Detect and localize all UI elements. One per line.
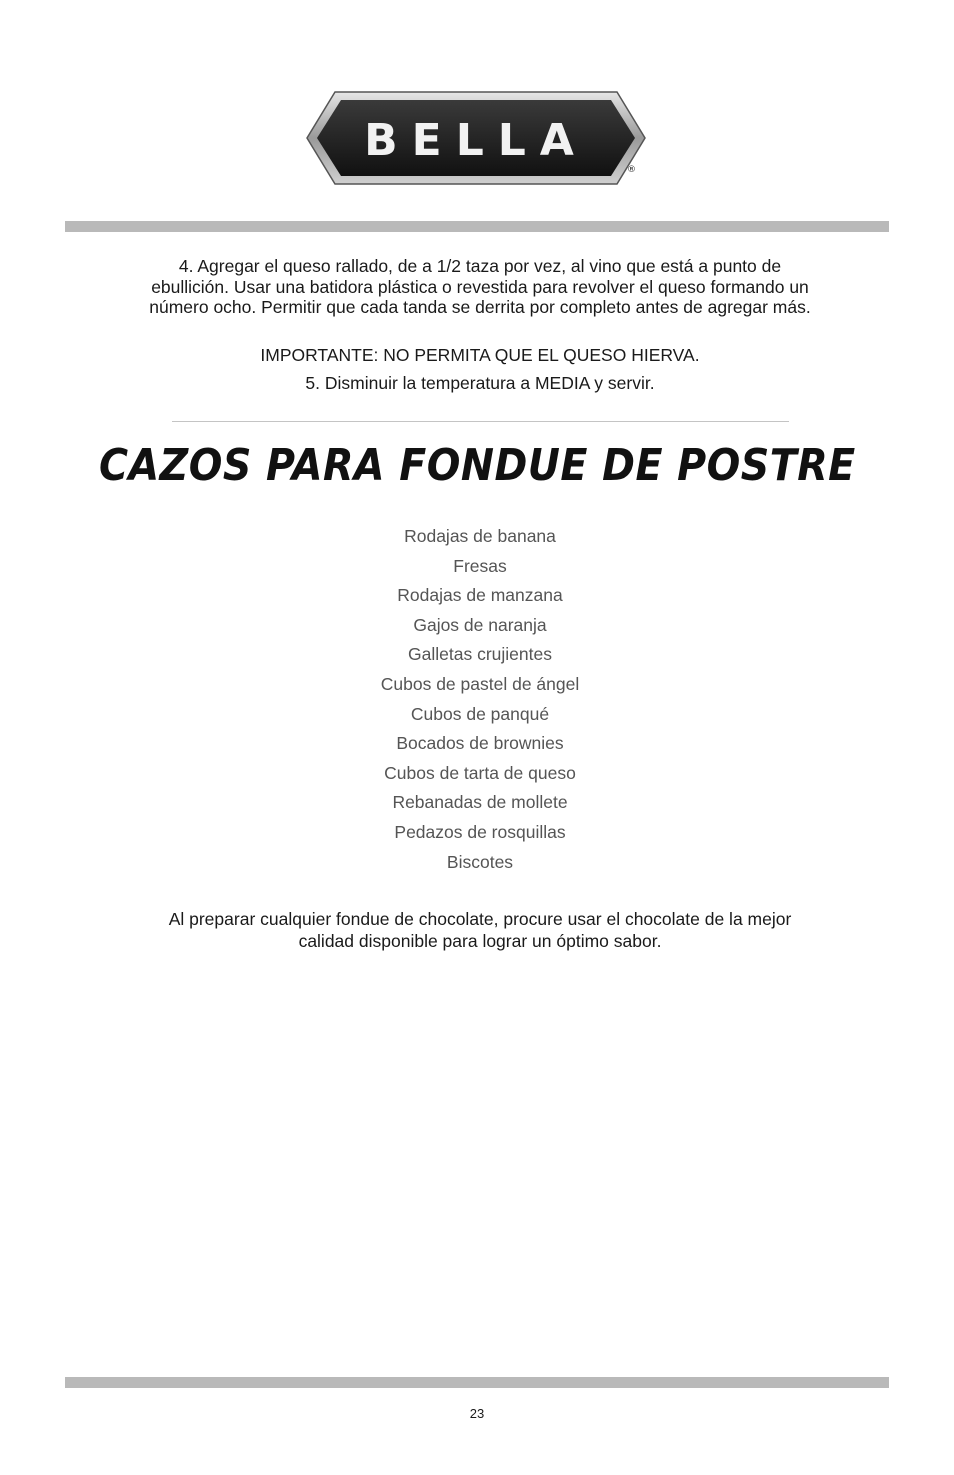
list-item: Gajos de naranja [413, 614, 547, 635]
bella-logo [305, 88, 647, 190]
section-title: CAZOS PARA FONDUE DE POSTRE [98, 440, 856, 491]
bottom-rule [65, 1377, 889, 1388]
step-5-text: 5. Disminuir la temperatura a MEDIA y servir. [305, 373, 655, 393]
list-item: Galletas crujientes [408, 644, 552, 665]
list-item: Fresas [453, 555, 507, 576]
page-number: 23 [469, 1406, 485, 1421]
bella-logo-badge [305, 88, 647, 190]
list-item: Rodajas de banana [404, 526, 556, 546]
list-item: Pedazos de rosquillas [394, 821, 566, 842]
step-4-text: 4. Agregar el queso rallado, de a 1/2 taza por vez, al vino que está a punto de ebullición. Usar una batidora plástica o revestida para revolver el queso formando un número ocho. Permitir que cada tanda se derrita por completo antes de agregar más. [149, 256, 811, 317]
registered-mark: ® [627, 165, 636, 175]
chocolate-note: Al preparar cualquier fondue de chocolate, procure usar el chocolate de la mejor calidad disponible para lograr un óptimo sabor. [168, 909, 792, 951]
list-item: Cubos de panqué [410, 703, 550, 724]
section-divider [172, 421, 789, 422]
list-item: Rodajas de manzana [397, 585, 563, 606]
list-item: Bocados de brownies [396, 733, 564, 754]
list-item: Biscotes [446, 851, 514, 872]
list-item: Rebanadas de mollete [392, 792, 568, 813]
list-item: Cubos de pastel de ángel [380, 673, 580, 694]
dipping-items-list [280, 522, 680, 877]
top-rule [65, 221, 889, 232]
list-item: Cubos de tarta de queso [384, 762, 576, 783]
logo-text: BELLA [364, 115, 588, 166]
important-warning: IMPORTANTE: NO PERMITA QUE EL QUESO HIERVA. [260, 345, 700, 365]
